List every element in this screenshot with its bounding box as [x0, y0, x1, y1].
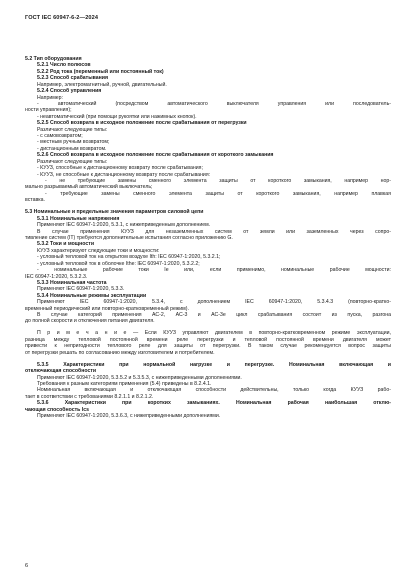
text-line: Применяют IEC 60947-1:2020, 5.3.3.	[37, 286, 125, 293]
text-line: - условный тепловой ток на открытом воздухе Ith: IEC 60947-1:2020, 5.3.2.1;	[37, 254, 221, 261]
section-heading: 5.2.2 Род тока (переменный или постоянный ток)	[37, 68, 164, 75]
text-line: КУУЗ характеризуют следующие токи и мощности:	[37, 247, 160, 254]
text-line: - неавтоматический (при помощи рукоятки или нажимных кнопок).	[37, 113, 197, 120]
text-line: П р и м е ч а н и е — Если КУУЗ управляют двигателем в повторно-кратковременном режиме эксплуатации,	[37, 330, 391, 337]
section-heading: 5.3.5 Характеристики при нормальной нагрузке и перегрузке. Номинальная включающая и	[37, 361, 391, 368]
section-heading: 5.3.2 Токи и мощности	[37, 241, 95, 248]
text-line: Различают следующие типы:	[37, 158, 108, 165]
section-heading: 5.2.4 Способ управления	[37, 88, 102, 95]
text-line: Требования к разным категориям применения (5.4) приведены в 8.2.4.1.	[37, 381, 212, 388]
text-line: временный периодический или повторно-кратковременный режим).	[25, 305, 189, 312]
section-heading: 5.3.1 Номинальные напряжения	[37, 215, 120, 222]
text-line: привести к непригодности теплового реле для защиты от перегрузки. В таком случае рекомендуется вопрос защиты	[25, 343, 391, 350]
text-line: мально разрываемый автоматический выключатель;	[25, 184, 153, 191]
page-number: 6	[25, 563, 29, 569]
text-line: Применяют IEC 60947-1:2020, 5.3.1, с нижеприведенным дополнением.	[37, 222, 211, 229]
text-line: - КУУЗ, не способные к дистанционному возврату после срабатывания:	[37, 171, 211, 178]
section-heading: 5.2.5 Способ возврата в исходное положение после срабатывания от перегрузки	[37, 120, 247, 127]
text-line: - дистанционным возвратом.	[37, 145, 107, 152]
text-line: до полной скорости и отключения питания двигателя.	[25, 318, 155, 325]
section-heading: отключающая способности	[25, 368, 97, 375]
document-header: ГОСТ IEC 60947-6-2—2024	[25, 15, 99, 21]
text-line: - автоматический (посредством автоматического выключателя управления или последователь-	[37, 100, 391, 107]
text-line: IEC 60947-1:2020, 5.3.2.3.	[25, 273, 88, 280]
text-line: Номинальная включающая и отключающая способности действительны, только когда КУУЗ рабо-	[37, 387, 391, 394]
text-line: разница между тепловой постоянной времени реле перегрузки и тепловой постоянной времени двигателя может	[25, 336, 391, 343]
section-heading: 5.2.3 Способ срабатывания	[37, 75, 109, 82]
text-line: тает в соответствии с требованиями 8.2.1.1 и 8.2.1.2.	[25, 393, 154, 400]
text-line: Применяют IEC 60947-1:2020, 5.3.5.2 и 5.3.5.3, с нижеприведенными дополнениями.	[37, 374, 242, 381]
section-heading: 5.3.4 Номинальные режимы эксплуатации	[37, 292, 147, 299]
text-line: Применяют IEC 60947-1:2020, 5.3.6.3, с нижеприведенными дополнениями.	[37, 413, 221, 420]
text-line: - местным ручным возвратом;	[37, 139, 110, 146]
text-line: - КУУЗ, способные к дистанционному возврату после срабатывания;	[37, 165, 203, 172]
text-line: Различают следующие типы:	[37, 126, 108, 133]
section-heading: 5.3.3 Номинальная частота	[37, 279, 107, 286]
section-heading: 5.2 Тип оборудования	[25, 56, 82, 62]
section-heading: 5.2.6 Способ возврата в исходное положение после срабатывания от короткого замыкания	[37, 152, 274, 159]
text-line: Например:	[37, 94, 64, 101]
section-heading: 5.3 Номинальные и предельные значения параметров силовой цепи	[25, 209, 204, 216]
text-line: - требующие замены сменного элемента защиты от короткого замыкания, например плавкая	[45, 190, 391, 197]
text-line: ности управления);	[25, 107, 72, 114]
section-heading: 5.3.6 Характеристики при коротких замыканиях. Номинальная рабочая наибольшая отклю-	[37, 400, 391, 407]
text-line: вставка.	[25, 197, 45, 204]
text-line: В случае категорий применения АС-2, АС-3 и АС-3е цикл срабатывания состоит из пуска, разгона	[37, 312, 391, 319]
text-line: тивление систем (IT) требуются дополнительные испытания согласно приложению G.	[25, 234, 233, 241]
text-line: от перегрузки решать по согласованию между изготовителем и потребителем.	[25, 349, 215, 356]
document-body	[25, 56, 391, 420]
text-line: Например, электромагнитный, ручной, двигательный.	[37, 81, 167, 88]
text-line: Применяют IEC 60947-1:2020, 5.3.4, с дополнением IEC 60947-1:2020, 5.3.4.3 (повторно-кратко-	[37, 299, 391, 306]
text-line: - номинальные рабочие токи Ie или, если применимо, номинальные рабочие мощности:	[37, 267, 391, 274]
text-line: - с самовозвратом;	[37, 133, 83, 140]
text-line: В случае применения КУУЗ для незаземленных систем от земли или заземленных через сопро-	[37, 228, 391, 235]
text-line: - условный тепловой ток в оболочке Ithe: IEC 60947-1:2020, 5.3.2.2;	[37, 260, 200, 267]
text-line: - не требующие замены сменного элемента защиты от короткого замыкания, например нор-	[45, 178, 391, 185]
section-heading: чающая способность Ics	[25, 406, 89, 413]
section-heading: 5.2.1 Число полюсов	[37, 62, 91, 69]
